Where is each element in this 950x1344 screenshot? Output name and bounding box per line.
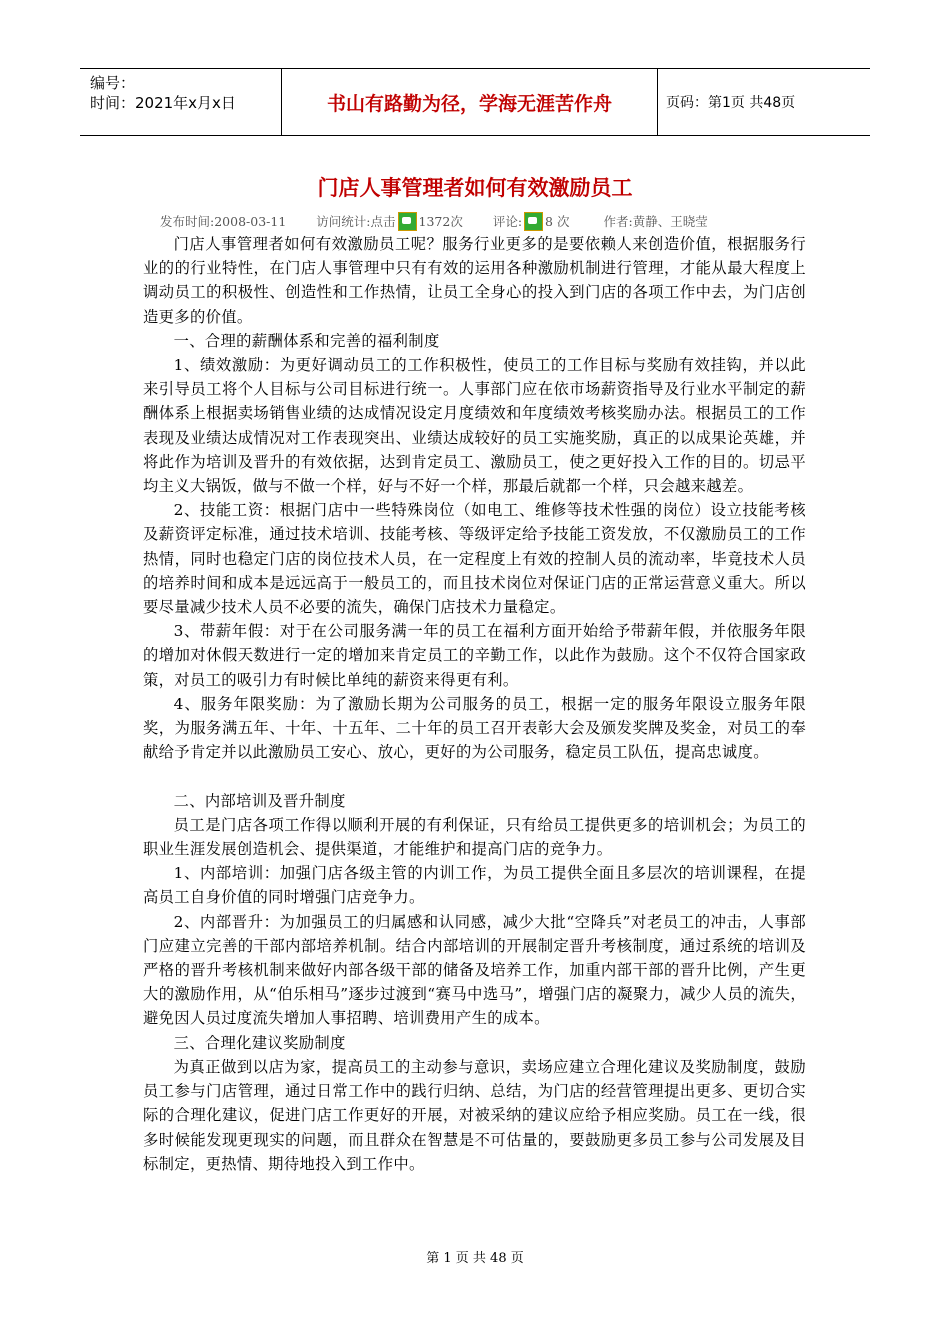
motto: 书山有路勤为径，学海无涯苦作舟	[282, 69, 658, 135]
comments-label: 评论:	[492, 214, 523, 229]
time-label: 时间：2021年x月x日	[90, 94, 236, 112]
section-heading: 三、合理化建议奖励制度	[173, 1033, 346, 1052]
visits-count: 1372次	[418, 214, 463, 229]
document-header	[80, 68, 870, 136]
header-left-cell	[80, 69, 282, 135]
article-body	[143, 232, 806, 1176]
paragraph: 2、技能工资：根据门店中一些特殊岗位（如电工、维修等技术性强的岗位）设立技能考核及薪资评定标准，通过技术培训、技能考核、等级评定给予技能工资发放，不仅激励员工的工作热情，同时也稳定门店的岗位技术人员，在一定程度上有效的控制人员的流动率，毕竟技术人员的培养时间和成本是远远高于一般员工的，而且技术岗位对保证门店的正常运营意义重大。所以要尽量减少技术人员不必要的流失，确保门店技术力量稳定。	[143, 501, 806, 617]
section-heading: 一、合理的薪酬体系和完善的福利制度	[173, 331, 440, 350]
paragraph: 门店人事管理者如何有效激励员工呢？服务行业更多的是要依赖人来创造价值，根据服务行业的的行业特性，在门店人事管理中只有有效的运用各种激励机制进行管理，才能从最大程度上调动员工的积极性、创造性和工作热情，让员工全身心的投入到门店的各项工作中去，为门店创造更多的价值。	[143, 235, 806, 326]
paragraph: 员工是门店各项工作得以顺利开展的有利保证，只有给员工提供更多的培训机会；为员工的职业生涯发展创造机会、提供渠道，才能维护和提高门店的竞争力。	[143, 815, 806, 859]
number-label: 编号：	[90, 74, 136, 92]
page-info: 页码：第1页 共48页	[666, 95, 796, 111]
paragraph: 3、带薪年假：对于在公司服务满一年的员工在福利方面开始给予带薪年假，并依服务年限的增加对休假天数进行一定的增加来肯定员工的辛勤工作，以此作为鼓励。这个不仅符合国家政策，对员工的吸引力有时候比单纯的薪资来得更有利。	[143, 622, 806, 689]
comments-count: 8 次	[545, 214, 570, 229]
author: 作者:黄静、王晓莹	[603, 214, 708, 229]
visits-label: 访问统计:点击	[316, 214, 396, 229]
page-footer: 第 1 页 共 48 页	[426, 1251, 524, 1266]
publish-time: 发布时间:2008-03-11	[160, 214, 287, 229]
paragraph: 4、服务年限奖励：为了激励长期为公司服务的员工，根据一定的服务年限设立服务年限奖，为服务满五年、十年、十五年、二十年的员工召开表彰大会及颁发奖牌及奖金，对员工的奉献给予肯定并以此激励员工安心、放心，更好的为公司服务，稳定员工队伍，提高忠诚度。	[143, 694, 806, 762]
comments-icon	[524, 212, 543, 231]
paragraph: 为真正做到以店为家，提高员工的主动参与意识，卖场应建立合理化建议及奖励制度，鼓励员工参与门店管理，通过日常工作中的践行归纳、总结，为门店的经营管理提出更多、更切合实际的合理化建议，促进门店工作更好的开展，对被采纳的建议应给予相应奖励。员工在一线，很多时候能发现更现实的问题，而且群众在智慧是不可估量的，要鼓励更多员工参与公司发展及目标制定，更热情、期待地投入到工作中。	[143, 1057, 806, 1173]
article-meta	[160, 210, 810, 232]
blank-line	[143, 764, 806, 788]
article-title: 门店人事管理者如何有效激励员工	[317, 176, 633, 200]
paragraph: 1、绩效激励：为更好调动员工的工作积极性，使员工的工作目标与奖励有效挂钩，并以此来引导员工将个人目标与公司目标进行统一。人事部门应在依市场薪资指导及行业水平制定的薪酬体系上根据卖场销售业绩的达成情况设定月度绩效和年度绩效考核奖励办法。根据员工的工作表现及业绩达成情况对工作表现突出、业绩达成较好的员工实施奖励，真正的以成果论英雄，并将此作为培训及晋升的有效依据，达到肯定员工、激励员工，使之更好投入工作的目的。切忌平均主义大锅饭，做与不做一个样，好与不好一个样，那最后就都一个样，只会越来越差。	[143, 356, 806, 496]
paragraph: 1、内部培训：加强门店各级主管的内训工作，为员工提供全面且多层次的培训课程，在提高员工自身价值的同时增强门店竞争力。	[143, 864, 806, 907]
visits-icon	[398, 212, 417, 231]
section-heading: 二、内部培训及晋升制度	[173, 791, 346, 810]
paragraph: 2、内部晋升：为加强员工的归属感和认同感，减少大批“空降兵”对老员工的冲击，人事部门应建立完善的干部内部培养机制。结合内部培训的开展制定晋升考核制度，通过系统的培训及严格的晋升考核机制来做好内部各级干部的储备及培养工作，加重内部干部的晋升比例，产生更大的激励作用，从“伯乐相马”逐步过渡到“赛马中选马”，增强门店的凝聚力，减少人员的流失，避免因人员过度流失增加人事招聘、培训费用产生的成本。	[143, 912, 806, 1028]
